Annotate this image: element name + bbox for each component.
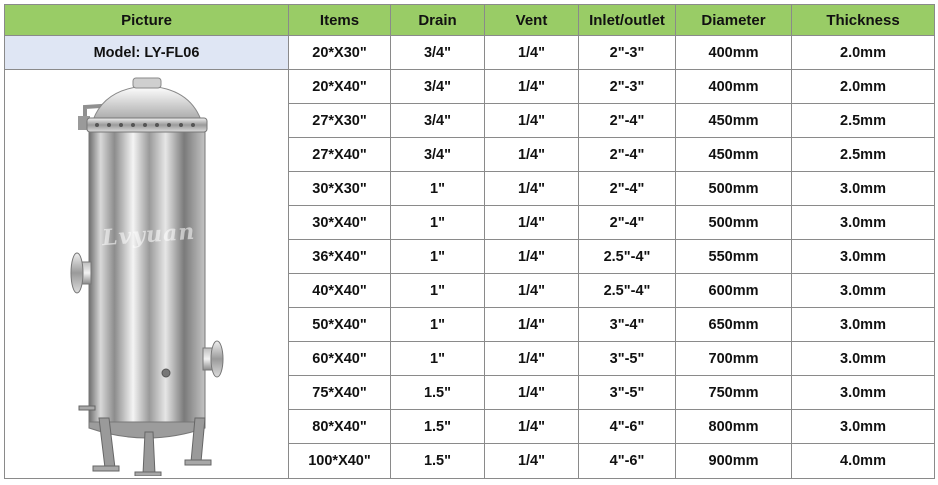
cell-diameter: 550mm [676, 240, 792, 274]
cell-inlet-outlet: 2"-4" [579, 172, 676, 206]
cell-inlet-outlet: 2.5"-4" [579, 274, 676, 308]
cell-vent: 1/4" [485, 274, 579, 308]
model-label: Model: LY-FL06 [5, 36, 289, 70]
cell-inlet-outlet: 3"-5" [579, 376, 676, 410]
cell-inlet-outlet: 3"-4" [579, 308, 676, 342]
cell-drain: 3/4" [391, 70, 485, 104]
cell-diameter: 900mm [676, 444, 792, 479]
header-picture: Picture [5, 5, 289, 36]
cell-drain: 1" [391, 342, 485, 376]
cell-diameter: 450mm [676, 104, 792, 138]
cell-vent: 1/4" [485, 308, 579, 342]
header-inlet-outlet: Inlet/outlet [579, 5, 676, 36]
cell-diameter: 600mm [676, 274, 792, 308]
cell-items: 30*X40" [289, 206, 391, 240]
cell-diameter: 750mm [676, 376, 792, 410]
cell-thickness: 3.0mm [792, 410, 935, 444]
table-row [5, 70, 935, 104]
cell-inlet-outlet: 2"-3" [579, 36, 676, 70]
cell-items: 20*X30" [289, 36, 391, 70]
cell-inlet-outlet: 2"-4" [579, 104, 676, 138]
cell-drain: 1" [391, 206, 485, 240]
cell-thickness: 3.0mm [792, 376, 935, 410]
cell-vent: 1/4" [485, 138, 579, 172]
cell-diameter: 500mm [676, 172, 792, 206]
cell-vent: 1/4" [485, 172, 579, 206]
cell-items: 27*X30" [289, 104, 391, 138]
header-diameter: Diameter [676, 5, 792, 36]
cell-diameter: 450mm [676, 138, 792, 172]
cell-drain: 1.5" [391, 444, 485, 479]
cell-inlet-outlet: 4"-6" [579, 410, 676, 444]
cell-vent: 1/4" [485, 206, 579, 240]
cell-drain: 3/4" [391, 104, 485, 138]
cell-items: 36*X40" [289, 240, 391, 274]
cell-thickness: 3.0mm [792, 308, 935, 342]
cell-inlet-outlet: 2.5"-4" [579, 240, 676, 274]
filter-housing-image [5, 72, 287, 476]
cell-items: 60*X40" [289, 342, 391, 376]
header-drain: Drain [391, 5, 485, 36]
cell-inlet-outlet: 2"-4" [579, 138, 676, 172]
cell-drain: 1.5" [391, 410, 485, 444]
cell-thickness: 3.0mm [792, 240, 935, 274]
cell-inlet-outlet: 4"-6" [579, 444, 676, 479]
cell-items: 75*X40" [289, 376, 391, 410]
cell-thickness: 3.0mm [792, 274, 935, 308]
cell-items: 50*X40" [289, 308, 391, 342]
cell-thickness: 3.0mm [792, 342, 935, 376]
cell-items: 20*X40" [289, 70, 391, 104]
lvyuan-watermark: Lvyuan [101, 218, 197, 252]
cell-drain: 1" [391, 172, 485, 206]
header-thickness: Thickness [792, 5, 935, 36]
cell-thickness: 4.0mm [792, 444, 935, 479]
header-row [5, 5, 935, 36]
cell-diameter: 650mm [676, 308, 792, 342]
cell-thickness: 2.0mm [792, 36, 935, 70]
cell-drain: 1" [391, 308, 485, 342]
header-items: Items [289, 5, 391, 36]
spec-table-container [4, 4, 935, 479]
cell-drain: 1" [391, 240, 485, 274]
cell-diameter: 500mm [676, 206, 792, 240]
cell-drain: 3/4" [391, 36, 485, 70]
cell-vent: 1/4" [485, 410, 579, 444]
cell-drain: 3/4" [391, 138, 485, 172]
cell-inlet-outlet: 3"-5" [579, 342, 676, 376]
table-row [5, 36, 935, 70]
filter-housing-illustration [5, 72, 287, 476]
cell-inlet-outlet: 2"-4" [579, 206, 676, 240]
cell-drain: 1" [391, 274, 485, 308]
cell-vent: 1/4" [485, 36, 579, 70]
cell-thickness: 3.0mm [792, 206, 935, 240]
cell-thickness: 2.0mm [792, 70, 935, 104]
header-vent: Vent [485, 5, 579, 36]
cell-drain: 1.5" [391, 376, 485, 410]
cell-vent: 1/4" [485, 376, 579, 410]
product-picture-cell [5, 70, 289, 479]
cell-thickness: 3.0mm [792, 172, 935, 206]
cell-inlet-outlet: 2"-3" [579, 70, 676, 104]
cell-items: 40*X40" [289, 274, 391, 308]
cell-diameter: 800mm [676, 410, 792, 444]
cell-thickness: 2.5mm [792, 104, 935, 138]
cell-items: 80*X40" [289, 410, 391, 444]
cell-diameter: 400mm [676, 36, 792, 70]
cell-diameter: 400mm [676, 70, 792, 104]
cell-vent: 1/4" [485, 70, 579, 104]
cell-vent: 1/4" [485, 444, 579, 479]
cell-items: 100*X40" [289, 444, 391, 479]
cell-vent: 1/4" [485, 104, 579, 138]
cell-diameter: 700mm [676, 342, 792, 376]
cell-vent: 1/4" [485, 342, 579, 376]
cell-vent: 1/4" [485, 240, 579, 274]
cell-thickness: 2.5mm [792, 138, 935, 172]
cell-items: 27*X40" [289, 138, 391, 172]
filter-housing-spec-table [4, 4, 935, 479]
cell-items: 30*X30" [289, 172, 391, 206]
